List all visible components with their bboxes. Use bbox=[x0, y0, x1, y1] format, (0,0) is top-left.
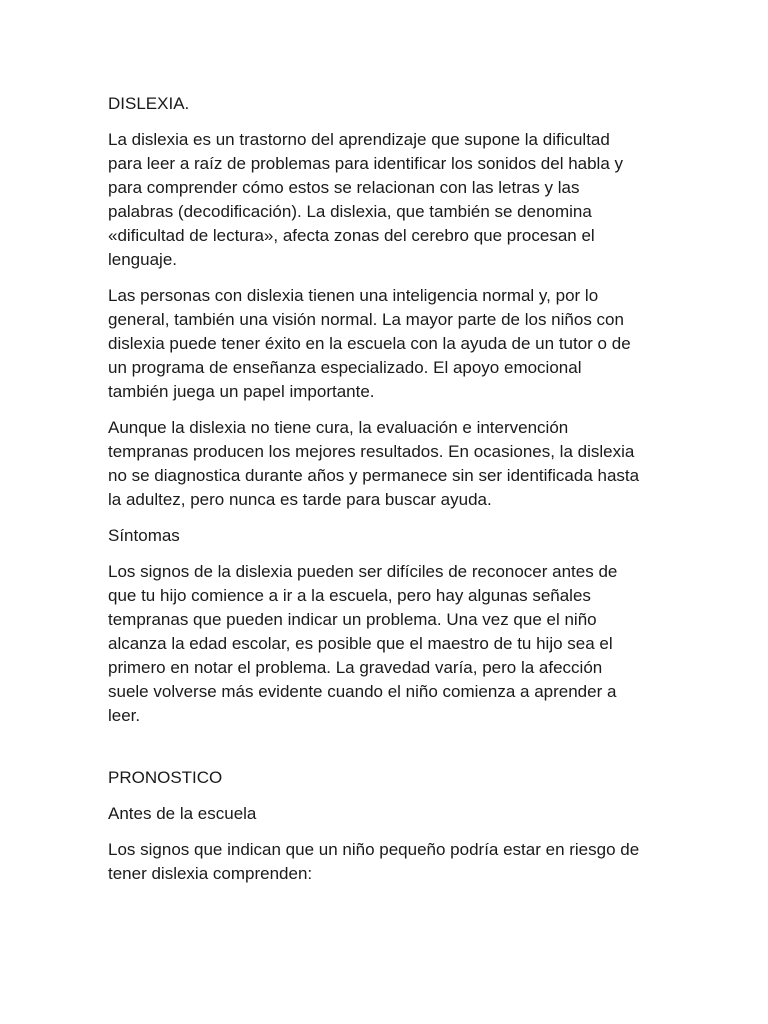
paragraph-line: tener dislexia comprenden: bbox=[108, 864, 313, 883]
paragraph-line: palabras (decodificación). La dislexia, que también se denomina bbox=[108, 202, 592, 221]
paragraph-line: La dislexia es un trastorno del aprendizaje que supone la dificultad bbox=[108, 130, 610, 149]
symptoms-heading bbox=[108, 524, 668, 548]
paragraph-line: lenguaje. bbox=[108, 250, 178, 269]
paragraph-line: también juega un papel importante. bbox=[108, 382, 375, 401]
paragraph-line: Los signos de la dislexia pueden ser difíciles de reconocer antes de bbox=[108, 562, 618, 581]
before-school-paragraph bbox=[108, 838, 668, 886]
paragraph-line: leer. bbox=[108, 706, 141, 725]
paragraph-line: la adultez, pero nunca es tarde para buscar ayuda. bbox=[108, 490, 492, 509]
heading-line: Antes de la escuela bbox=[108, 804, 257, 823]
heading-line: Síntomas bbox=[108, 526, 180, 545]
paragraph-line: tempranas que pueden indicar un problema. Una vez que el niño bbox=[108, 610, 597, 629]
paragraph-line: para leer a raíz de problemas para identificar los sonidos del habla y bbox=[108, 154, 624, 173]
paragraph-line: para comprender cómo estos se relacionan con las letras y las bbox=[108, 178, 580, 197]
paragraph-line: Los signos que indican que un niño pequeño podría estar en riesgo de bbox=[108, 840, 640, 859]
paragraph-line: tempranas producen los mejores resultados. En ocasiones, la dislexia bbox=[108, 442, 635, 461]
paragraph-line: general, también una visión normal. La mayor parte de los niños con bbox=[108, 310, 624, 329]
paragraph-line: dislexia puede tener éxito en la escuela con la ayuda de un tutor o de bbox=[108, 334, 631, 353]
paragraph-line: alcanza la edad escolar, es posible que el maestro de tu hijo sea el bbox=[108, 634, 613, 653]
paragraph-three bbox=[108, 416, 668, 512]
paragraph-line: Aunque la dislexia no tiene cura, la evaluación e intervención bbox=[108, 418, 569, 437]
paragraph-line: suele volverse más evidente cuando el niño comienza a aprender a bbox=[108, 682, 617, 701]
paragraph-line: un programa de enseñanza especializado. El apoyo emocional bbox=[108, 358, 582, 377]
document-title bbox=[108, 92, 668, 116]
paragraph-line: primero en notar el problema. La gravedad varía, pero la afección bbox=[108, 658, 603, 677]
heading-line: PRONOSTICO bbox=[108, 768, 223, 787]
intro-paragraph bbox=[108, 128, 668, 272]
paragraph-line: «dificultad de lectura», afecta zonas del cerebro que procesan el bbox=[108, 226, 595, 245]
paragraph-line: Las personas con dislexia tienen una inteligencia normal y, por lo bbox=[108, 286, 599, 305]
title-line: DISLEXIA. bbox=[108, 94, 190, 113]
paragraph-line: no se diagnostica durante años y permanece sin ser identificada hasta bbox=[108, 466, 640, 485]
before-school-subheading bbox=[108, 802, 668, 826]
symptoms-paragraph bbox=[108, 560, 668, 728]
paragraph-line: que tu hijo comience a ir a la escuela, pero hay algunas señales bbox=[108, 586, 591, 605]
paragraph-two bbox=[108, 284, 668, 404]
prognosis-heading bbox=[108, 766, 668, 790]
